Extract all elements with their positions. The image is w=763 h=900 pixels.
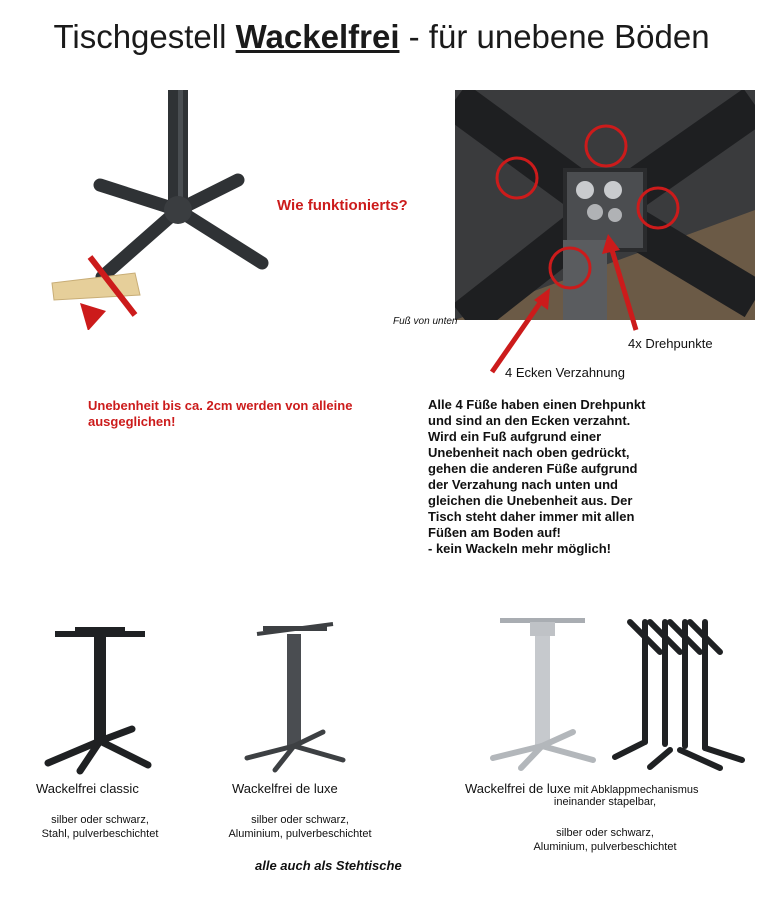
how-it-works-heading: Wie funktionierts? (277, 197, 408, 214)
product-deluxe-image (235, 620, 355, 775)
product-name-extra: mit Abklappmechanismus (570, 784, 699, 796)
explanation-line: der Verzahung nach unten und (428, 477, 618, 492)
explanation-line: gleichen die Unebenheit aus. Der (428, 493, 633, 508)
explanation-text (428, 397, 728, 557)
arrow-icon (600, 230, 650, 340)
product-classic-name: Wackelfrei classic (36, 781, 139, 796)
footer-note: alle auch als Stehtische (255, 858, 402, 873)
title-suffix: - für unebene Böden (399, 18, 710, 55)
pivots-label: 4x Drehpunkte (628, 336, 713, 351)
product-classic-image (40, 625, 160, 775)
unevenness-note: Unebenheit bis ca. 2cm werden von alleine ausgeglichen! (88, 398, 353, 429)
base-with-wedge-illustration (40, 85, 280, 330)
explanation-line: Füßen am Boden auf! (428, 525, 561, 540)
product-classic-details (20, 813, 180, 841)
page-title (0, 18, 763, 56)
explanation-line: und sind an den Ecken verzahnt. (428, 413, 631, 428)
product-detail-line: Stahl, pulverbeschichtet (41, 828, 159, 840)
title-emphasis: Wackelfrei (235, 18, 400, 55)
explanation-line: Alle 4 Füße haben einen Drehpunkt (428, 397, 646, 412)
product-deluxe-foldable-details (505, 826, 705, 854)
product-detail-line: silber oder schwarz, (556, 827, 654, 839)
explanation-line: gehen die anderen Füße aufgrund (428, 461, 638, 476)
product-deluxe-name: Wackelfrei de luxe (232, 781, 338, 796)
explanation-line: Wird ein Fuß aufgrund einer (428, 429, 602, 444)
product-detail-line: silber oder schwarz, (51, 814, 149, 826)
stacked-bases-image (610, 612, 750, 772)
title-prefix: Tischgestell (53, 18, 236, 55)
photo-caption: Fuß von unten (393, 316, 458, 327)
product-detail-line: Aluminium, pulverbeschichtet (228, 828, 372, 840)
product-detail-line: silber oder schwarz, (251, 814, 349, 826)
product-deluxe-foldable-image (485, 612, 600, 772)
explanation-line: Unebenheit nach oben gedrückt, (428, 445, 630, 460)
product-deluxe-foldable-name (465, 781, 699, 796)
product-stackable-note: ineinander stapelbar, (553, 796, 657, 808)
explanation-line: Tisch steht daher immer mit allen (428, 509, 635, 524)
explanation-line: - kein Wackeln mehr möglich! (428, 541, 612, 556)
corners-label: 4 Ecken Verzahnung (505, 365, 625, 380)
product-deluxe-details (205, 813, 395, 841)
product-detail-line: Aluminium, pulverbeschichtet (533, 841, 677, 853)
product-name-main: Wackelfrei de luxe (465, 781, 571, 796)
